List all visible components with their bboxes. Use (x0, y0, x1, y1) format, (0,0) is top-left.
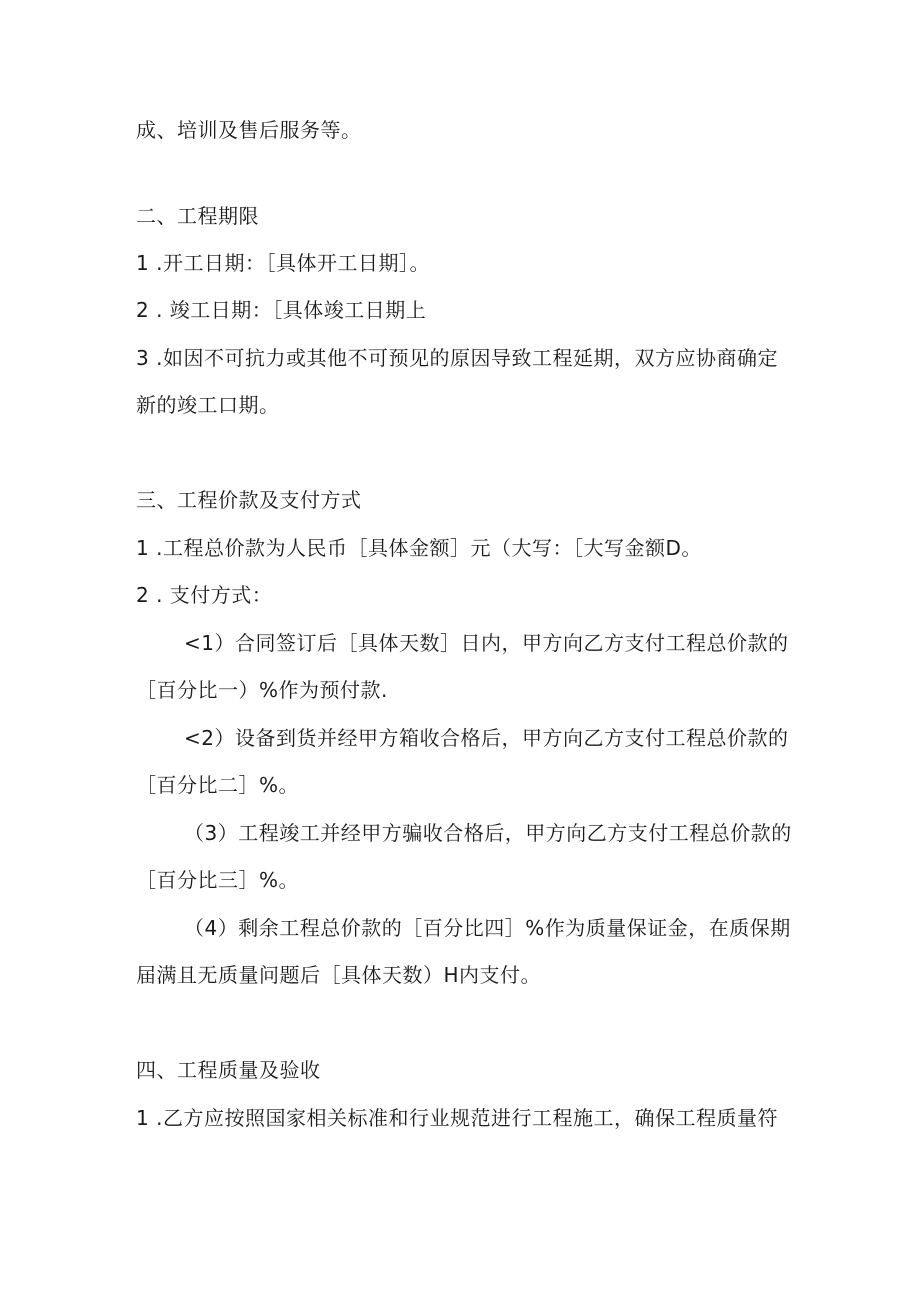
list-item: 2 . 支付方式： (136, 583, 273, 607)
section-heading: 三、工程价款及支付方式 (136, 488, 362, 512)
sub-list-item: （3）工程竣工并经甲方骗收合格后，甲方向乙方支付工程总价款的 (184, 821, 792, 845)
paragraph-line: ［百分比三］%。 (136, 868, 300, 892)
paragraph-line: 届满且无质量问题后［具体天数）H内支付。 (136, 963, 542, 987)
paragraph-line: 新的竣工口期。 (136, 393, 280, 417)
section-heading: 二、工程期限 (136, 204, 259, 228)
list-item: 1 .工程总价款为人民币［具体金额］元（大写：［大写金额D。 (136, 536, 702, 560)
sub-list-item: <1）合同签订后［具体天数］日内，甲方向乙方支付工程总价款的 (184, 631, 789, 655)
paragraph-line: ［百分比二］%。 (136, 773, 300, 797)
list-item: 3 .如因不可抗力或其他不可预见的原因导致工程延期，双方应协商确定 (136, 346, 778, 370)
section-heading: 四、工程质量及验收 (136, 1058, 321, 1082)
list-item: 1 .乙方应按照国家相关标准和行业规范进行工程施工，确保工程质量符 (136, 1106, 778, 1130)
list-item: 2 . 竣工日期：［具体竣工日期上 (136, 298, 427, 322)
list-item: 1 .开工日期：［具体开工日期］。 (136, 251, 430, 275)
sub-list-item: <2）设备到货并经甲方箱收合格后，甲方向乙方支付工程总价款的 (184, 726, 789, 750)
paragraph-line: 成、培训及售后服务等。 (136, 118, 362, 142)
paragraph-line: ［百分比一）%作为预付款. (136, 678, 388, 702)
sub-list-item: （4）剩余工程总价款的［百分比四］%作为质量保证金，在质保期 (184, 916, 791, 940)
